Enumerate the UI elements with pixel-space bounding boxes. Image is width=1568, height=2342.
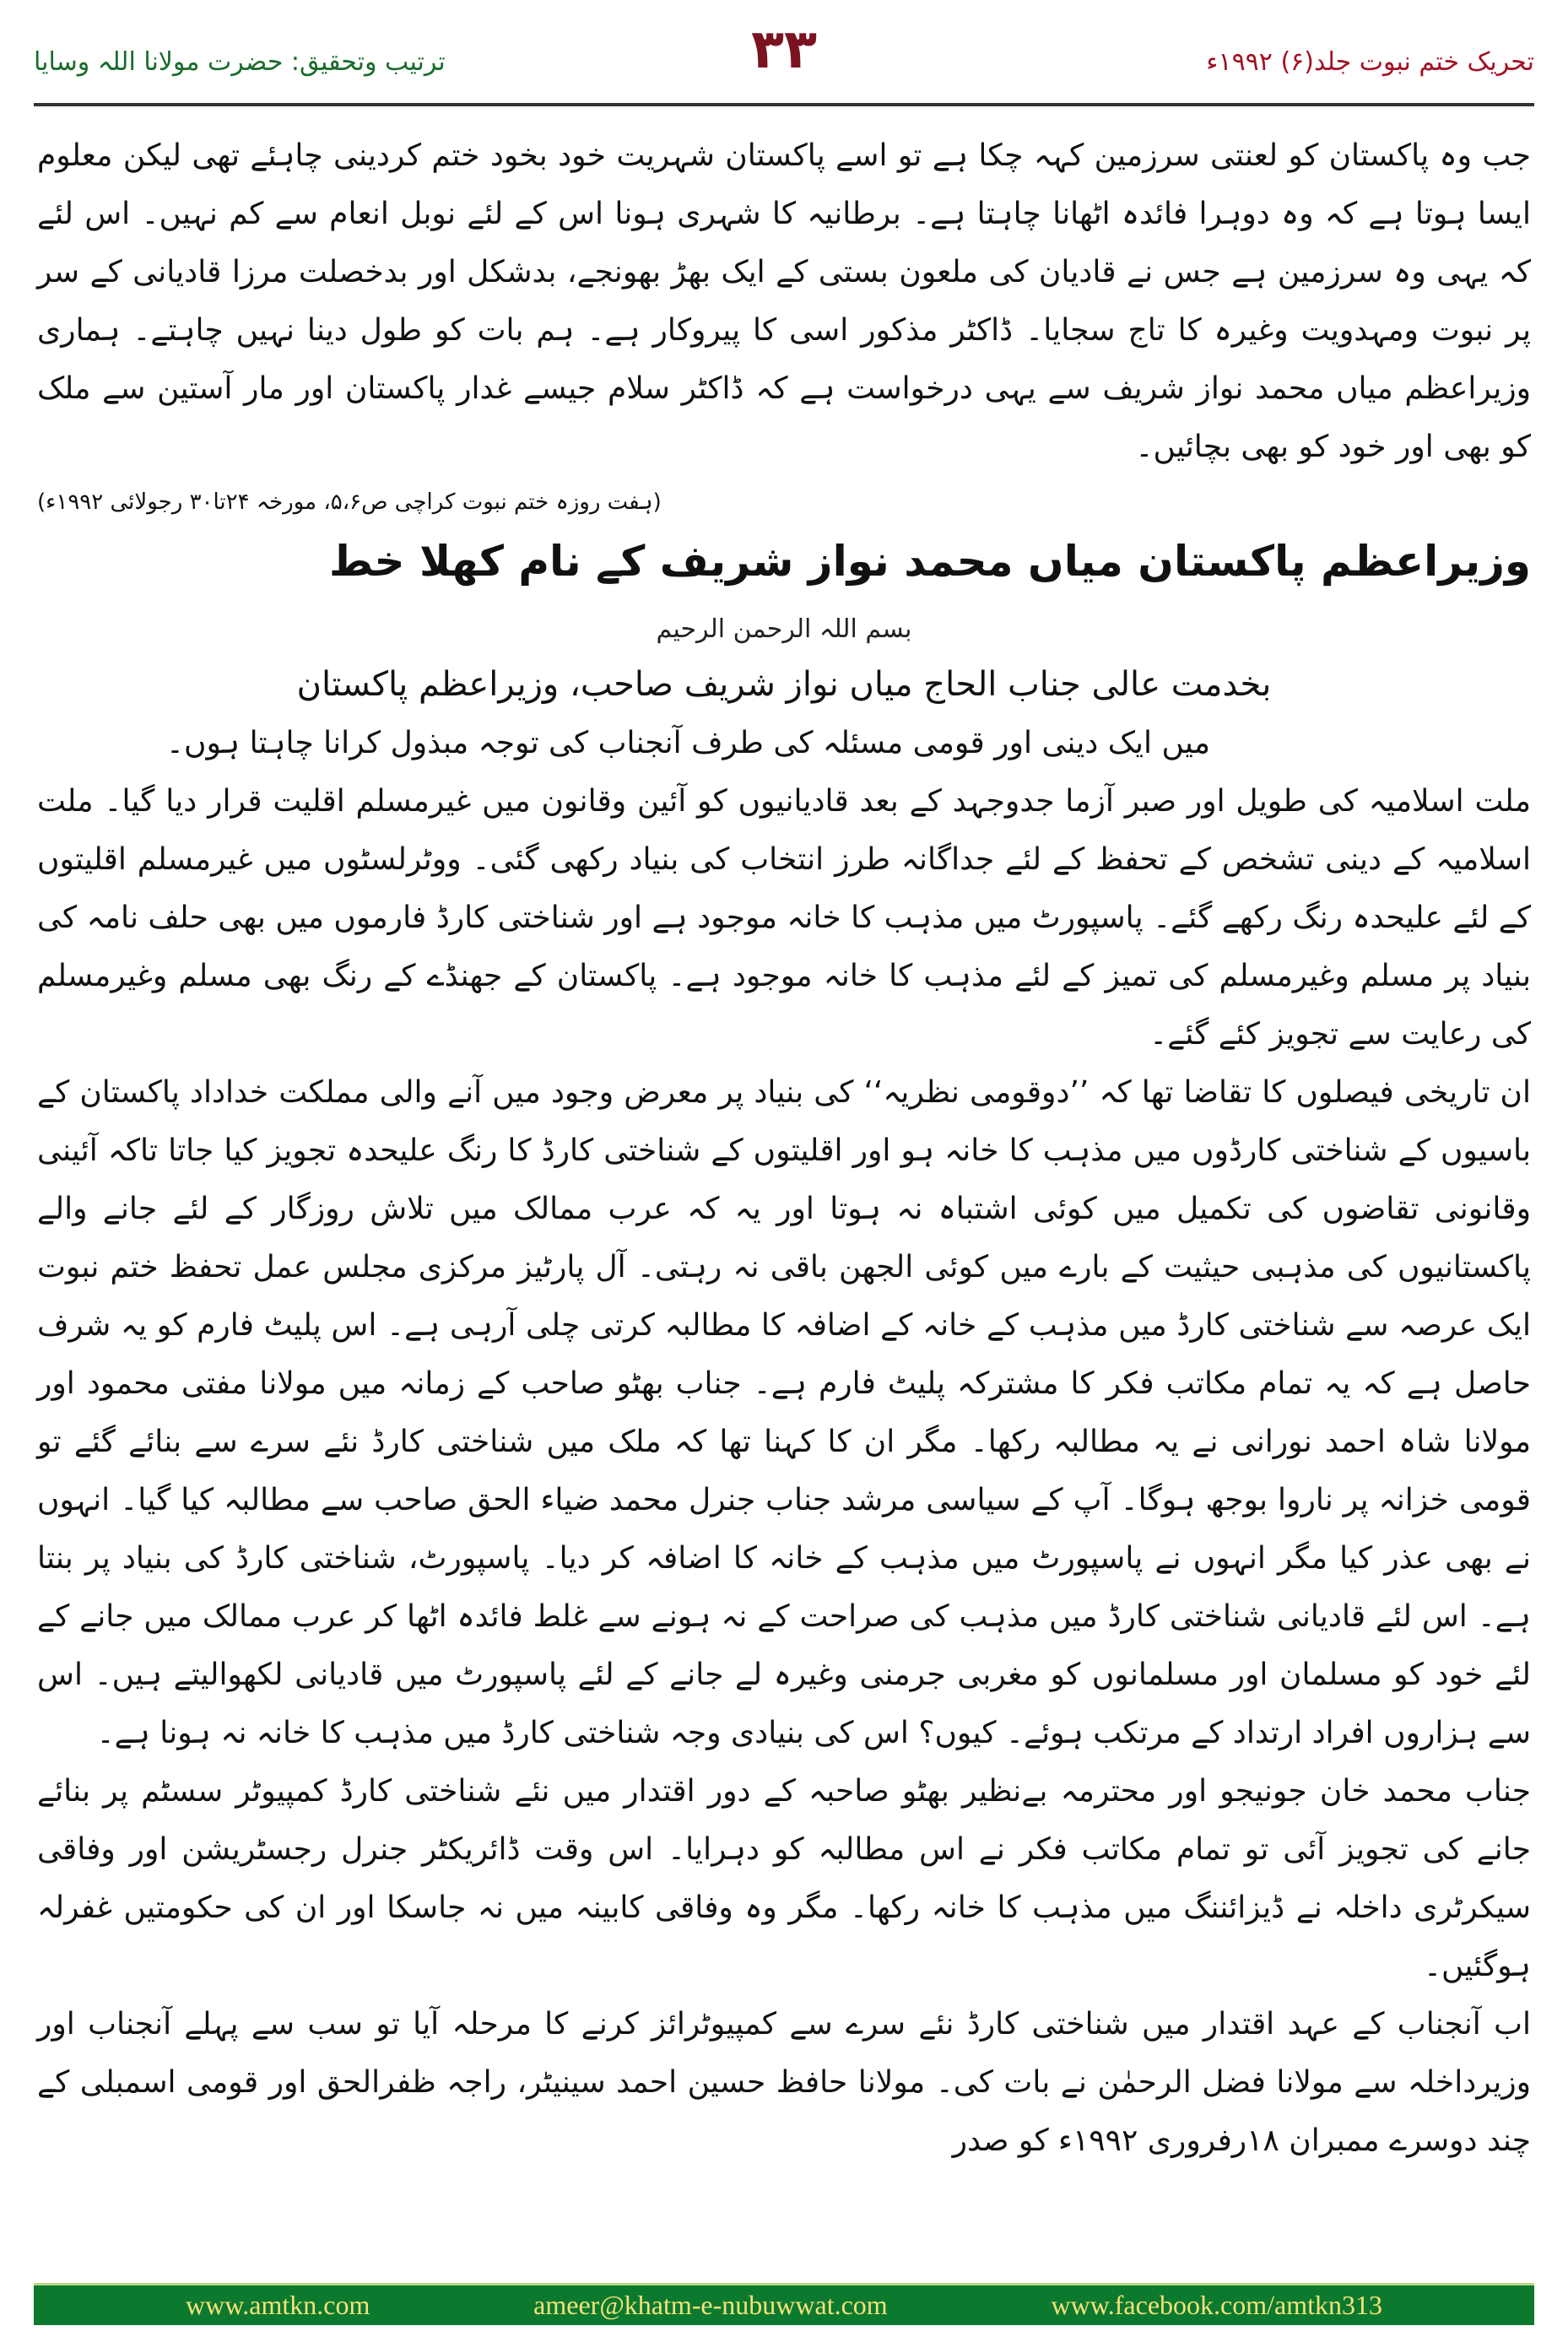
bismillah: بسم اللہ الرحمن الرحیم [656, 614, 912, 644]
body-paragraph: ملت اسلامیہ کی طویل اور صبر آزما جدوجہد کے بعد قادیانیوں کو آئین وقانون میں غیرمسلم اقلیت قرار دیا گیا۔ ملت اسلامیہ کے دینی تشخص کے تحفظ کے لئے جداگانہ طرز انتخاب کی بنیاد رکھی گئی۔ ووٹرلسٹوں میں غیرمسلم اقلیتوں کے لئے علیحدہ رنگ رکھے گئے۔ پاسپورٹ میں مذہب کا خانہ موجود ہے اور شناختی کارڈ فارموں میں بھی حلف نامہ کی بنیاد پر مسلم وغیرمسلم کی تمیز کے لئے مذہب کا خانہ موجود ہے۔ پاکستان کے جھنڈے کے رنگ بھی مسلم وغیرمسلم کی رعایت سے تجویز کئے گئے۔ [37, 784, 1531, 1052]
body-paragraph: اب آنجناب کے عہد اقتدار میں شناختی کارڈ نئے سرے سے کمپیوٹرائز کرنے کا مرحلہ آیا تو سب سے پہلے آنجناب اور وزیرداخلہ سے مولانا فضل الرحمٰن نے بات کی۔ مولانا حافظ حسین احمد سینیٹر، راجہ ظفرالحق اور قومی اسمبلی کے چند دوسرے ممبران ۱۸رفروری ۱۹۹۲ء کو صدر [37, 2007, 1531, 2158]
page-body [37, 127, 1531, 2170]
letter-addressee: بخدمت عالی جناب الحاج میاں نواز شریف صاحب، وزیراعظم پاکستان [296, 665, 1272, 704]
intro-paragraph: جب وہ پاکستان کو لعنتی سرزمین کہہ چکا ہے تو اسے پاکستان شہریت خود بخود ختم کردینی چاہئے تھی لیکن معلوم ایسا ہوتا ہے کہ وہ دوہرا فائدہ اٹھانا چاہتا ہے۔ برطانیہ کا شہری ہونا اس کے لئے نوبل انعام سے کم نہیں۔ اس لئے کہ یہی وہ سرزمین ہے جس نے قادیان کی ملعون بستی کے ایک بھڑ بھونجے، بدشکل اور بدخصلت مرزا قادیانی کے سر پر نبوت ومہدویت وغیرہ کا تاج سجایا۔ ڈاکٹر مذکور اسی کا پیروکار ہے۔ ہم بات کو طول دینا نہیں چاہتے۔ ہماری وزیراعظم میاں محمد نواز شریف سے یہی درخواست ہے کہ ڈاکٹر سلام جیسے غدار پاکستان اور مار آستین سے ملک کو بھی اور خود کو بھی بچائیں۔ [37, 138, 1531, 464]
website-link[interactable]: www.amtkn.com [186, 2290, 370, 2320]
facebook-link[interactable]: www.facebook.com/amtkn313 [1051, 2290, 1382, 2320]
source-reference: (ہفت روزہ ختم نبوت کراچی ص۵،۶، مورخہ ۲۴تا۳۰ رجولائی ۱۹۹۲ء) [37, 489, 662, 515]
book-title: تحریک ختم نبوت جلد(۶) ۱۹۹۲ء [1206, 47, 1534, 77]
body-paragraph: جناب محمد خان جونیجو اور محترمہ بےنظیر بھٹو صاحبہ کے دور اقتدار میں نئے شناختی کارڈ کمپیوٹر سسٹم پر بنائے جانے کی تجویز آئی تو تمام مکاتب فکر نے اس مطالبہ کو دہرایا۔ اس وقت ڈائریکٹر جنرل رجسٹریشن اور وفاقی سیکرٹری داخلہ نے ڈیزائننگ میں مذہب کا خانہ رکھا۔ مگر وہ وفاقی کابینہ میں نہ جاسکا اور ان کی حکومتیں غفرلہ ہوگئیں۔ [37, 1774, 1531, 1983]
page-header [34, 17, 1534, 101]
header-divider [34, 103, 1534, 106]
page-number: ۳۳ [750, 19, 818, 81]
letter-heading: وزیراعظم پاکستان میاں محمد نواز شریف کے نام کھلا خط [328, 537, 1531, 586]
page-footer [34, 2283, 1534, 2325]
body-paragraph: ان تاریخی فیصلوں کا تقاضا تھا کہ ’’دوقومی نظریہ‘‘ کی بنیاد پر معرض وجود میں آنے والی مملکت خداداد پاکستان کے باسیوں کے شناختی کارڈوں میں مذہب کا خانہ ہو اور اقلیتوں کے شناختی کارڈ کا رنگ علیحدہ تجویز کیا جاتا تاکہ آئینی وقانونی تقاضوں کی تکمیل میں کوئی اشتباہ نہ ہوتا اور یہ کہ عرب ممالک میں تلاش روزگار کے لئے جانے والے پاکستانیوں کی مذہبی حیثیت کے بارے میں کوئی الجھن باقی نہ رہتی۔ آل پارٹیز مرکزی مجلس عمل تحفظ ختم نبوت ایک عرصہ سے شناختی کارڈ میں مذہب کے خانہ کے اضافہ کا مطالبہ کرتی چلی آرہی ہے۔ اس پلیٹ فارم کو یہ شرف حاصل ہے کہ یہ تمام مکاتب فکر کا مشترکہ پلیٹ فارم ہے۔ جناب بھٹو صاحب کے زمانہ میں مولانا مفتی محمود اور مولانا شاہ احمد نورانی نے یہ مطالبہ رکھا۔ مگر ان کا کہنا تھا کہ ملک میں شناختی کارڈ نئے سرے سے بنائے گئے تو قومی خزانہ پر ناروا بوجھ ہوگا۔ آپ کے سیاسی مرشد جناب جنرل محمد ضیاء الحق صاحب سے مطالبہ کیا گیا۔ انہوں نے بھی عذر کیا مگر انہوں نے پاسپورٹ میں مذہب کے خانہ کا اضافہ کر دیا۔ پاسپورٹ، شناختی کارڈ کی بنیاد پر بنتا ہے۔ اس لئے قادیانی شناختی کارڈ میں مذہب کی صراحت کے نہ ہونے سے غلط فائدہ اٹھا کر عرب ممالک میں جانے کے لئے خود کو مسلمان اور مسلمانوں کو مغربی جرمنی وغیرہ لے جانے کے لئے پاسپورٹ میں قادیانی لکھوالیتے ہیں۔ اس سے ہزاروں افراد ارتداد کے مرتکب ہوئے۔ کیوں؟ اس کی بنیادی وجہ شناختی کارڈ میں مذہب کا خانہ نہ ہونا ہے۔ [37, 1075, 1531, 1750]
compiler-credit: ترتیب وتحقیق: حضرت مولانا اللہ وسایا [34, 47, 446, 77]
email-link[interactable]: ameer@khatm-e-nubuwwat.com [533, 2290, 888, 2320]
letter-opening: میں ایک دینی اور قومی مسئلہ کی طرف آنجناب کی توجہ مبذول کرانا چاہتا ہوں۔ [165, 726, 1210, 760]
reference-row [37, 476, 1531, 528]
